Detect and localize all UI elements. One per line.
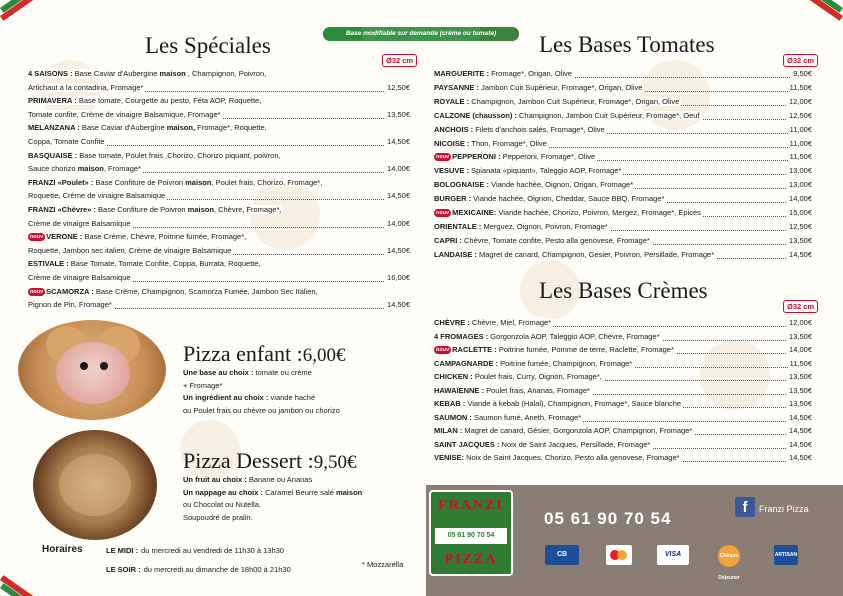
menu-item [28,203,410,217]
logo-bottom-text: PIZZA [444,552,498,567]
logo-top-text: FRANZI [438,498,504,513]
menu-item-text: Fromage*, Origan, Olive [489,69,572,78]
horaires-label: Horaires [42,544,83,555]
menu-item-price: 14,50€ [787,424,812,438]
menu-item-description [28,137,107,146]
menu-item-text: Base Confiture de Poivron [93,177,186,187]
menu-item-description [28,219,133,228]
desc-bold: Une base au choix : [183,368,254,377]
menu-item-text: Base tomate, Courgette au pesto, Féta AOP, Roquette, [76,96,262,106]
pizza-dessert-title [183,448,356,474]
menu-item-price: 14,50€ [787,451,812,465]
menu-item-text: Spianata «piquant», Taleggio AOP, Fromage* [469,166,622,176]
menu-item-text: Crème de vinaigre Balsamique [28,218,131,228]
menu-item-name: MELANZANA : [28,123,80,133]
menu-item-price: 14,50€ [787,411,812,425]
menu-item-name: SAUMON : [434,412,472,422]
menu-item [434,316,812,330]
menu-item-text: Chèvre, Miel, Fromage* [469,318,552,327]
menu-item-text: Viande hachée, Chorizo, Poivron, Mergez, Fromage*, Epices [496,208,701,217]
menu-item-name: KEBAB : [434,399,466,408]
menu-item-text: Magret de canard, Gésier, Gorgonzola AOP, Champignon, Fromage* [462,426,693,435]
new-badge: nouv [436,154,450,161]
menu-item-name: CHÈVRE : [434,318,470,327]
menu-item-bold: maison [77,164,104,174]
menu-item [434,220,812,234]
menu-item-text: Gorgonzola AOP, Taleggio AOP, Chèvre, Fromage* [488,331,660,341]
menu-item-price: 11,50€ [788,150,812,164]
mozzarella-note: * Mozzarella [362,560,404,569]
menu-item-name: ORIENTALE : [434,221,482,231]
menu-item-name: ESTIVALE : [28,259,69,269]
menu-item-description [434,372,604,381]
menu-item [28,257,410,271]
menu-item-description [28,259,263,268]
menu-item-text: Magret de canard, Champignon, Gesier, Poivron, Persillade, Fromage* [476,249,715,259]
menu-item-text: Viande hachée, Oignon, Origan, Fromage* [489,180,634,190]
horaires-midi-text: du mercredi au vendredi de 11h30 à 13h30 [141,546,284,555]
menu-item-name: PEPPERONI : [452,152,501,162]
new-badge: nouv [436,347,450,353]
desc-text: Soupoudré de pralin. [183,512,253,522]
menu-item-text: Tomate confite, Crème de vinaigre Balsamique, Fromage* [28,109,221,119]
menu-item-price: 15,00€ [787,206,812,220]
menu-item-price: 13,50€ [787,370,812,384]
menu-item-name: PAYSANNE : [434,82,480,92]
menu-item-name: LANDAISE : [434,249,477,259]
menu-item-name: PRIMAVERA : [28,96,77,106]
menu-item-text: Pignon de Pin, Fromage* [28,300,112,310]
menu-item-text: Filets d'anchois salés, Fromage*, Olive [473,124,605,134]
menu-item [434,397,812,411]
desc-bold: Un ingrédient au choix : [183,393,269,402]
menu-item-price: 11,50€ [788,81,812,95]
menu-item-name: MEXICAINE: [452,208,497,217]
menu-item-name: BURGER : [434,194,472,204]
menu-item-description [434,83,644,92]
menu-item-price: 13,00€ [787,164,812,178]
phone-number[interactable]: 05 61 90 70 54 [544,509,672,528]
menu-item-name: ANCHOIS : [434,124,474,134]
menu-item-name: ROYALE : [434,96,470,106]
menu-item-description [28,110,223,119]
menu-item [28,121,410,135]
desc-bold: Un nappage au choix : [183,487,264,497]
menu-item-text: Thon, Fromage*, Olive [469,138,547,148]
menu-item-price: 16,00€ [385,271,410,285]
desc-text: viande haché [268,393,316,402]
menu-item-description [434,222,610,231]
specials-title: Les Spéciales [145,33,271,58]
menu-item-name: VESUVE : [434,166,470,176]
menu-item-text: Poulet frais, Ananas, Fromage* [484,385,590,395]
menu-item [28,135,410,149]
menu-item [28,81,410,95]
artisan-icon: ARTISAN [774,545,798,565]
menu-item [434,424,812,438]
menu-item-price: 13,50€ [787,234,812,248]
menu-item-price: 14,50€ [385,189,410,203]
new-badge: nouv [30,234,44,241]
menu-item-text: , Champignon, Poivron, [185,69,267,78]
cheque-dejeuner-icon: Chèque Déjeuner [718,545,740,567]
pizza-enfant-title [183,341,345,367]
menu-item-description [28,83,145,92]
menu-item-price: 14,50€ [385,298,410,312]
menu-item-name: FRANZI «Chèvre» : [28,205,96,214]
menu-item [28,298,410,312]
menu-item-text: Poulet frais, Curry, Oignon, Fromage*, [472,372,602,381]
menu-item-text: Base Crème, Champignon, Scamorza Fumée, Jambon Sec Italien, [93,286,318,296]
menu-item-description [434,453,682,462]
menu-item-text: Fromage*, Roquette, [195,123,267,133]
menu-item-price: 13,50€ [787,384,812,398]
menu-item-description [28,300,114,309]
menu-item-text: Roquette, Jambon sec italien, Crème de vinaigre Balsamique [28,245,232,255]
menu-item [434,164,812,178]
desc-bold: Un fruit au choix : [183,475,247,484]
menu-item [434,330,812,344]
menu-item-text: Noix de Saint Jacques, Persillade, Fromage* [499,439,651,449]
size-badge: Ø32 cm [783,54,818,67]
menu-item-description [434,250,716,259]
menu-item-description [434,399,683,408]
size-badge: Ø32 cm [783,300,818,313]
base-banner-text: Base modifiable sur demande (crème ou tomate) [323,27,519,41]
menu-item-description [434,69,574,78]
menu-item-text: Base Crème, Chèvre, Poitrine fumée, Fromage*, [82,232,247,242]
menu-item-price: 14,00€ [787,343,812,357]
menu-item-price: 12,50€ [787,220,812,234]
horaires-midi [106,546,284,555]
menu-item [28,271,410,285]
menu-item-price: 14,50€ [385,135,410,149]
horaires-soir-label: LE SOIR : [106,565,141,574]
menu-item [28,94,410,108]
menu-item-bold: maison [187,205,214,214]
menu-item-text: Viande à kebab (Halal), Champignon, Fromage*, Sauce blanche [465,399,682,408]
menu-item-description [434,194,666,203]
menu-item-description [434,166,623,175]
menu-item-price: 13,50€ [787,330,812,344]
desc-text: Caramel Beurre salé [263,487,336,497]
facebook-page-name[interactable]: Franzi Pizza [759,504,809,514]
menu-item-description [28,178,324,187]
horaires-soir-text: du mercredi au dimanche de 18h00 à 21h30 [143,565,291,574]
menu-item-description [434,97,681,106]
menu-item-description [434,180,635,189]
horaires-midi-label: LE MIDI : [106,546,139,555]
menu-item-description [28,273,133,282]
pizza-enfant-image [18,320,166,420]
menu-item [28,285,410,299]
menu-item-description [28,246,233,255]
menu-item-description [434,413,583,422]
facebook-icon[interactable]: f [735,497,755,517]
menu-item [434,451,812,465]
menu-item-text: Poitrine fumée, Pomme de terre, Raclette, Fromage* [496,345,674,354]
menu-item-text: Base tomate, Poulet frais ,Chorizo, Chorizo piquant, poivron, [77,150,281,160]
menu-item-name: CALZONE (chausson) : [434,110,517,120]
desc-text: + Fromage* [183,380,223,390]
menu-item-name: VENISE: [434,453,465,462]
menu-item-name: 4 SAISONS : [28,69,73,78]
menu-item-price: 11,50€ [788,357,812,371]
menu-item-name: HAWAÏENNE : [434,385,485,395]
menu-item-text: Crème de vinaigre Balsamique [28,273,131,282]
menu-item-price: 13,00€ [787,178,812,192]
menu-item [28,108,410,122]
size-badge: Ø32 cm [382,54,417,67]
menu-item-description [28,96,263,105]
menu-item-name: RACLETTE : [452,345,497,354]
desc-text: tomate ou crème [253,368,312,377]
menu-item-bold: maison, [166,123,196,133]
menu-item [434,206,812,220]
menu-item-description [434,111,702,120]
menu-item [434,343,812,357]
menu-item [28,217,410,231]
menu-item-text: Artichaut a la contadina, Fromage* [28,82,144,92]
menu-item-description [434,440,652,449]
menu-item-price: 11,00€ [788,123,812,137]
menu-item-price: 14,50€ [787,438,812,452]
menu-item-description [28,69,268,78]
menu-item [434,234,812,248]
pizza-enfant-label: Pizza enfant : [183,341,303,366]
pizza-dessert-price: 9,50€ [313,452,357,473]
menu-item-text: , Chèvre, Fromage*, [213,205,282,214]
menu-item-text: Poitrine fumée, Champignon, Fromage* [498,358,633,368]
menu-item [434,411,812,425]
menu-item [28,189,410,203]
pizza-dessert-label: Pizza Dessert : [183,448,314,473]
menu-item-price: 14,50€ [385,244,410,258]
menu-item-name: NICOISE : [434,138,470,148]
menu-item-description [434,208,703,217]
menu-item-name: CAMPAGNARDE : [434,358,499,368]
menu-item-text: Sauce chorizo [28,164,78,174]
menu-item-name: 4 FROMAGES : [434,331,489,341]
menu-item-description [28,287,320,296]
menu-item-text: Base Caviar d'Aubergine [72,69,160,78]
menu-item-name: BOLOGNAISE : [434,180,490,190]
menu-item-text: Chèvre, Tomate confite, Pesto alla genovese, Fromage* [461,235,650,245]
menu-item-description [28,164,143,173]
menu-item-price: 13,50€ [787,397,812,411]
menu-item-description [434,426,694,435]
menu-item [434,137,812,151]
menu-item-price: 12,00€ [787,95,812,109]
menu-item-name: SAINT JACQUES : [434,439,500,449]
base-banner [323,27,519,41]
pizza-enfant-price: 6,00€ [302,345,346,366]
menu-item-price: 14,00€ [385,162,410,176]
menu-item [28,230,410,244]
menu-item [28,176,410,190]
menu-item [434,150,812,164]
menu-item-price: 14,00€ [787,192,812,206]
menu-item [434,95,812,109]
menu-item-text: Base Tomate, Tomate Confite, Coppa, Burrata, Roquette, [68,259,261,269]
menu-item-text: Base Caviar d'Aubergine [79,123,167,133]
menu-item [434,109,812,123]
menu-item-name: MILAN : [434,426,463,435]
menu-item-text: Champignon, Jambon Cuit Supérieur, Fromage*, Oeuf [516,110,700,120]
pizza-enfant-desc [183,367,340,417]
mastercard-icon [606,545,632,565]
new-badge: nouv [436,210,450,216]
menu-item-name: FRANZI «Poulet» : [28,177,94,187]
menu-item-text: Noix de Saint Jacques, Chorizo, Pesto alla genovese, Fromage* [464,453,680,462]
menu-item-description [434,345,676,354]
menu-item-price: 12,50€ [385,81,410,95]
menu-item-description [28,232,248,241]
menu-item-price: 14,50€ [787,248,812,262]
menu-item-description [434,152,597,161]
menu-item [28,67,410,81]
menu-item [434,178,812,192]
menu-item-description [434,359,634,368]
new-badge: nouv [30,288,44,295]
menu-item-name: BASQUAISE : [28,150,78,160]
menu-item-name: CHICKEN : [434,372,473,381]
menu-item [28,149,410,163]
menu-item-text: Champignon, Jambon Cuit Supérieur, Fromage*, Origan, Olive [469,96,680,106]
menu-item [434,370,812,384]
menu-item-description [28,191,167,200]
cb-card-icon: CB [545,545,579,565]
menu-item-price: 11,00€ [788,137,812,151]
menu-item-text: Base Confiture de Poivron [95,205,188,214]
desc-text: ou Chocolat ou Nutella. [183,500,261,509]
menu-item-name: VERONE : [46,232,83,242]
menu-item-text: Jambon Cuit Supérieur, Fromage*, Origan, Olive [479,82,643,92]
franzi-logo [429,490,513,576]
menu-item-name: SCAMORZA : [46,286,94,296]
menu-item [434,357,812,371]
menu-item-description [434,139,549,148]
menu-item-description [434,332,662,341]
menu-item-description [28,205,283,214]
menu-item-description [434,318,553,327]
cremes-title: Les Bases Crèmes [539,278,708,303]
menu-item [434,248,812,262]
menu-item [434,384,812,398]
pizza-dessert-image [33,430,157,540]
menu-item-description [28,123,269,132]
menu-item-text: Pepperoni, Fromage*, Olive [500,152,596,162]
menu-item-name: MARGUERITE : [434,69,489,78]
menu-item-description [28,151,283,160]
menu-item-bold: maison [185,177,212,187]
visa-card-icon: VISA [657,545,689,565]
menu-item [28,162,410,176]
pizza-dessert-desc [183,474,362,524]
desc-text: Banane ou Ananas [246,475,313,484]
tomates-title: Les Bases Tomates [539,32,715,57]
menu-item-name: CAPRI : [434,235,462,245]
menu-item-text: Coppa, Tomate Confite [28,137,105,146]
menu-item-text: , Poulet frais, Chorizo, Fromage*, [211,177,323,187]
menu-item-description [434,386,592,395]
logo-phone-text: 05 61 90 70 54 [435,528,507,544]
menu-item-description [434,125,607,134]
menu-item-price: 9,50€ [791,67,812,81]
desc-bold: maison [335,487,363,497]
menu-item-price: 12,50€ [787,109,812,123]
menu-item-price: 12,00€ [787,316,812,330]
menu-item [434,123,812,137]
menu-item [434,438,812,452]
menu-item [434,67,812,81]
menu-item [28,244,410,258]
menu-item-text: , Fromage* [103,164,141,174]
menu-item-price: 13,50€ [385,108,410,122]
menu-item-text: Saumon fumé, Aneth, Fromage* [471,412,582,422]
horaires-soir [106,565,291,574]
menu-item-text: Viande hachée, Oignon, Cheddar, Sauce BBQ, Fromage* [471,194,665,204]
menu-item [434,81,812,95]
menu-item-bold: maison [159,69,186,78]
menu-item [434,192,812,206]
desc-text: ou Poulet frais ou chèvre ou jambon ou chorizo [183,405,340,415]
menu-item-description [434,236,652,245]
menu-item-text: Roquette, Crème de vinaigre Balsamique [28,191,166,201]
menu-item-price: 14,00€ [385,217,410,231]
menu-item-text: Merguez, Oignon, Poivron, Fromage* [481,221,608,231]
